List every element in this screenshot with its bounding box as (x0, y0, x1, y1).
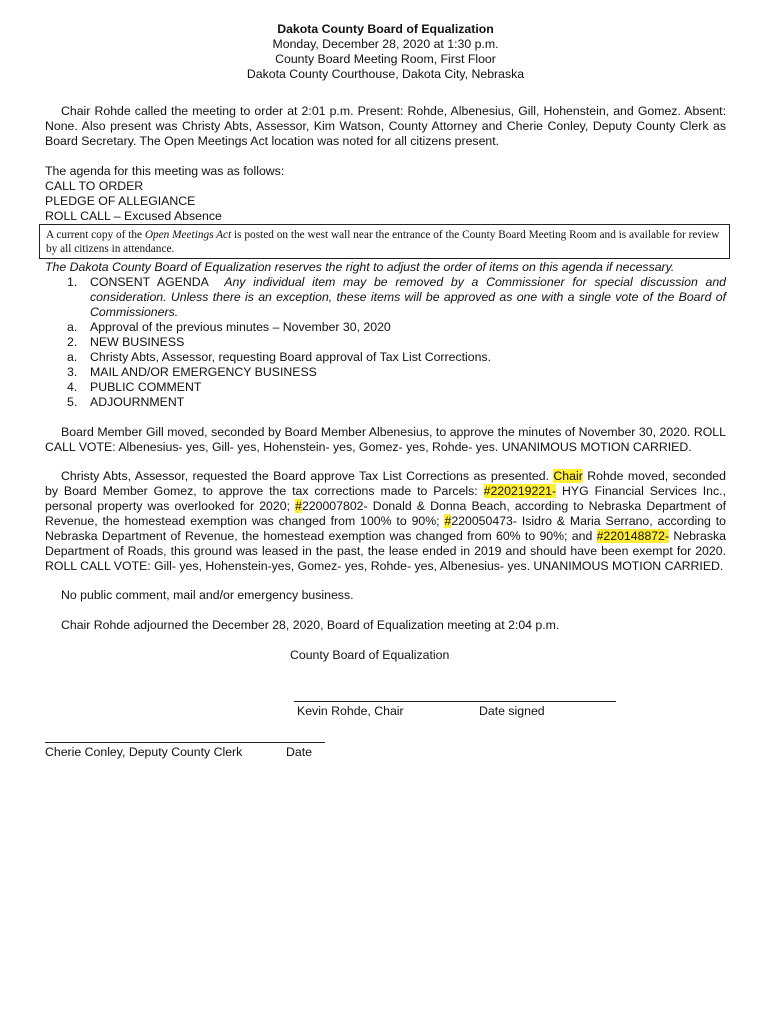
meeting-location: Dakota County Courthouse, Dakota City, Nebraska (246, 67, 525, 81)
agenda-call-to-order: CALL TO ORDER (45, 179, 144, 193)
highlight: # (295, 499, 302, 513)
tax-corrections-motion: Christy Abts, Assessor, requested the Board approve Tax List Corrections as presented. Chair Rohde moved, seconded by Board Member Gomez, to approve the tax corrections made to Parcels: #220219221- HYG Financial Services Inc., personal property was overlooked for 2020; #220007802- Donald & Donna Beach, according to Nebraska Department of Revenue, the homestead exemption was changed from 100% to 90%; #220050473- Isidro & Maria Serrano, according to Nebraska Department of Revenue, the homestead exemption was changed from 60% to 90%; and #220148872- Nebraska Department of Roads, this ground was leased in the past, the lease ended in 2019 and should have been exempt for 2020. ROLL CALL VOTE: Gill- yes, Hohenstein-yes, Gomez- yes, Rohde- yes, Albenesius- yes. UNANIMOUS MOTION CARRIED. (45, 469, 727, 573)
agenda-pledge: PLEDGE OF ALLEGIANCE (45, 194, 196, 208)
agenda-item: 5. ADJOURNMENT (67, 395, 185, 409)
closing-body: County Board of Equalization (290, 648, 450, 662)
agenda-item: 1. CONSENT AGENDA Any individual item may be removed by a Commissioner for special discussion and consideration. Unless there is an exception, these items will be approved as one with a single vote of the Board of Commissioners. (67, 275, 726, 319)
minutes-document (45, 22, 726, 761)
highlight: Chair (553, 469, 583, 483)
agenda-section (45, 164, 726, 410)
agenda-subitem: a. Approval of the previous minutes – November 30, 2020 (67, 320, 391, 334)
agenda-item: 3. MAIL AND/OR EMERGENCY BUSINESS (67, 365, 317, 379)
clerk-signature-line (45, 742, 325, 743)
agenda-roll-call: ROLL CALL – Excused Absence (45, 209, 222, 223)
minutes-approval-motion: Board Member Gill moved, seconded by Board Member Albenesius, to approve the minutes of November 30, 2020. ROLL CALL VOTE: Albenesius- yes, Gill- yes, Hohenstein- yes, Gomez- yes, Rohde- yes. UNANIMOUS MOTION CARRIED. (45, 425, 726, 454)
intro-paragraph: Chair Rohde called the meeting to order at 2:01 p.m. Present: Rohde, Albenesius, Gill, Hohenstein, and Gomez. Absent: None. Also present was Christy Abts, Assessor, Kim Watson, County Attorney and Cherie Conley, Deputy County Clerk as Board Secretary. The Open Meetings Act location was noted for all citizens present. (45, 104, 726, 148)
meeting-room: County Board Meeting Room, First Floor (275, 52, 496, 66)
agenda-list (45, 275, 726, 410)
agenda-lead: The agenda for this meeting was as follows: (45, 164, 285, 178)
document-header (45, 22, 726, 82)
agenda-item: 2. NEW BUSINESS (67, 335, 185, 349)
highlight: # (444, 514, 452, 528)
adjournment-note: Chair Rohde adjourned the December 28, 2020, Board of Equalization meeting at 2:04 p.m. (61, 618, 560, 632)
highlight: #220148872- (596, 529, 670, 543)
clerk-date-label: Date (286, 745, 312, 759)
public-comment-note: No public comment, mail and/or emergency business. (61, 588, 354, 602)
meeting-date: Monday, December 28, 2020 at 1:30 p.m. (272, 37, 499, 51)
agenda-reserve-note: The Dakota County Board of Equalization reserves the right to adjust the order of items on this agenda if necessary. (45, 260, 675, 274)
clerk-name: Cherie Conley, Deputy County Clerk (45, 745, 243, 759)
chair-date-label: Date signed (479, 704, 545, 718)
document-title: Dakota County Board of Equalization (277, 22, 494, 36)
agenda-subitem: a. Christy Abts, Assessor, requesting Board approval of Tax List Corrections. (67, 350, 491, 364)
chair-name: Kevin Rohde, Chair (297, 704, 404, 718)
highlight: #220219221- (483, 484, 557, 498)
open-meetings-notice: A current copy of the Open Meetings Act is posted on the west wall near the entrance of the County Board Meeting Room and is available for review by all citizens in attendance. (39, 224, 730, 259)
chair-signature-line (294, 701, 616, 702)
agenda-item: 4. PUBLIC COMMENT (67, 380, 202, 394)
open-meetings-act-title: Open Meetings Act (144, 229, 232, 241)
chair-signature-block (45, 701, 726, 761)
